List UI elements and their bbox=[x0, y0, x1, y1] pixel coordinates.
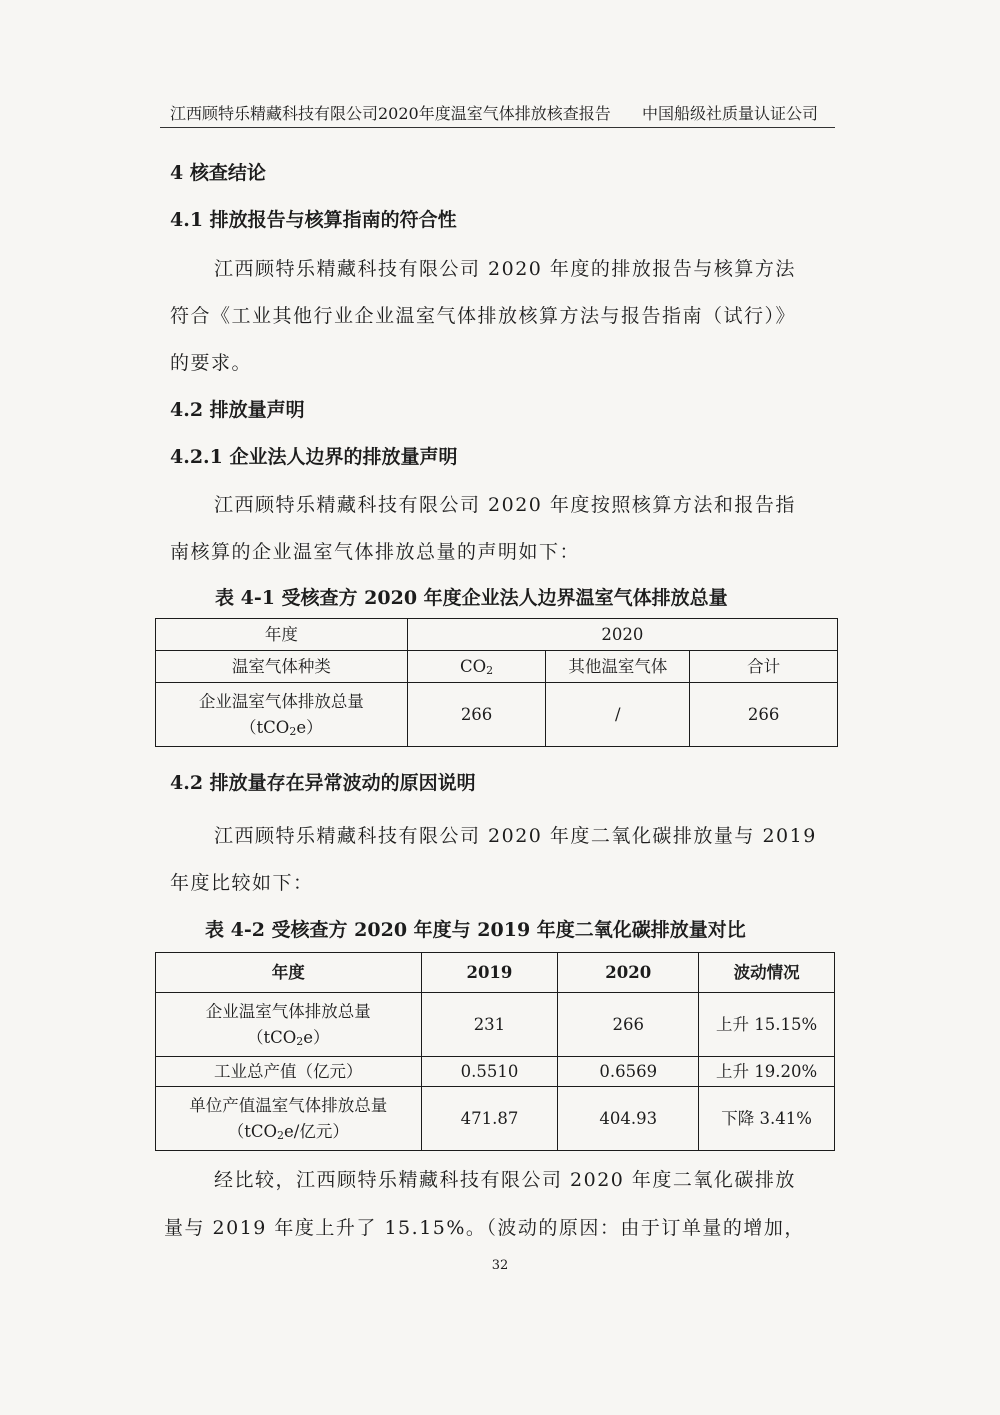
table-4-2 bbox=[155, 952, 835, 1151]
header-report-title: 江西顾特乐精藏科技有限公司2020年度温室气体排放核查报告 bbox=[170, 104, 611, 123]
paragraph-line: 南核算的企业温室气体排放总量的声明如下： bbox=[170, 541, 581, 563]
table-cell: 2020 bbox=[407, 619, 837, 651]
table-row bbox=[156, 1087, 835, 1151]
table-row bbox=[156, 619, 838, 651]
table-cell: 266 bbox=[558, 993, 699, 1057]
co2-text: CO bbox=[459, 656, 487, 676]
section-4-2-1-title: 4.2.1 企业法人边界的排放量声明 bbox=[170, 446, 458, 468]
table-cell: 231 bbox=[421, 993, 558, 1057]
paragraph-line: 的要求。 bbox=[170, 352, 253, 374]
section-4-2-title: 4.2 排放量声明 bbox=[170, 399, 305, 421]
table-cell: 上升 19.20% bbox=[699, 1057, 835, 1087]
table-header-row bbox=[156, 953, 835, 993]
table-cell: 温室气体种类 bbox=[156, 651, 408, 683]
table-4-2-caption: 表 4-2 受核查方 2020 年度与 2019 年度二氧化碳排放量对比 bbox=[205, 919, 746, 941]
paragraph-line: 符合《工业其他行业企业温室气体排放核算方法与报告指南（试行）》 bbox=[170, 305, 797, 327]
cell-line: 企业温室气体排放总量 bbox=[205, 1001, 371, 1021]
table-header-cell: 波动情况 bbox=[699, 953, 835, 993]
table-row bbox=[156, 683, 838, 747]
cell-line: 企业温室气体排放总量 bbox=[198, 691, 364, 711]
section-4-title: 4 核查结论 bbox=[170, 162, 266, 184]
section-4-1-title: 4.1 排放报告与核算指南的符合性 bbox=[170, 209, 457, 231]
page-number: 32 bbox=[491, 1258, 509, 1273]
table-cell: 266 bbox=[690, 683, 838, 747]
table-cell: 0.5510 bbox=[421, 1057, 558, 1087]
table-cell: 其他温室气体 bbox=[546, 651, 690, 683]
unit-text: （tCO bbox=[240, 717, 290, 737]
table-cell: / bbox=[546, 683, 690, 747]
subscript: 2 bbox=[277, 1128, 284, 1142]
table-cell bbox=[156, 683, 408, 747]
paragraph-line: 年度比较如下： bbox=[170, 872, 314, 894]
table-cell: 404.93 bbox=[558, 1087, 699, 1151]
table-cell: 工业总产值（亿元） bbox=[156, 1057, 422, 1087]
table-cell bbox=[156, 993, 422, 1057]
subscript: 2 bbox=[296, 1034, 304, 1048]
unit-text: （tCO bbox=[246, 1027, 297, 1047]
table-cell: 上升 15.15% bbox=[699, 993, 835, 1057]
unit-text: e） bbox=[303, 1027, 330, 1047]
subscript: 2 bbox=[486, 663, 494, 677]
cell-line bbox=[156, 1119, 421, 1145]
table-row bbox=[156, 1057, 835, 1087]
table-cell: 266 bbox=[407, 683, 546, 747]
table-header-cell: 年度 bbox=[156, 953, 422, 993]
table-4-1-caption: 表 4-1 受核查方 2020 年度企业法人边界温室气体排放总量 bbox=[215, 587, 728, 609]
table-cell: 0.6569 bbox=[558, 1057, 699, 1087]
table-cell: 合计 bbox=[690, 651, 838, 683]
paragraph-line: 江西顾特乐精藏科技有限公司 2020 年度的排放报告与核算方法 bbox=[214, 258, 796, 280]
table-row bbox=[156, 651, 838, 683]
table-cell: 471.87 bbox=[421, 1087, 558, 1151]
paragraph-line: 量与 2019 年度上升了 15.15%。（波动的原因：由于订单量的增加， bbox=[164, 1217, 805, 1239]
paragraph-line: 江西顾特乐精藏科技有限公司 2020 年度二氧化碳排放量与 2019 bbox=[214, 825, 817, 847]
unit-text: （tCO bbox=[227, 1121, 277, 1141]
paragraph-line: 江西顾特乐精藏科技有限公司 2020 年度按照核算方法和报告指 bbox=[214, 494, 796, 516]
cell-line bbox=[156, 1025, 421, 1051]
table-4-1 bbox=[155, 618, 838, 747]
cell-line: 单位产值温室气体排放总量 bbox=[189, 1095, 388, 1115]
table-row bbox=[156, 993, 835, 1057]
table-cell: 下降 3.41% bbox=[699, 1087, 835, 1151]
unit-text: e） bbox=[296, 717, 323, 737]
paragraph-line: 经比较，江西顾特乐精藏科技有限公司 2020 年度二氧化碳排放 bbox=[214, 1169, 796, 1191]
header-divider bbox=[160, 127, 835, 128]
cell-line bbox=[156, 715, 407, 741]
table-header-cell: 2020 bbox=[558, 953, 699, 993]
table-header-cell: 2019 bbox=[421, 953, 558, 993]
table-cell bbox=[407, 651, 546, 683]
table-cell: 年度 bbox=[156, 619, 408, 651]
section-4-2-reason-title: 4.2 排放量存在异常波动的原因说明 bbox=[170, 772, 476, 794]
unit-text: e/亿元） bbox=[284, 1121, 349, 1141]
header-organization: 中国船级社质量认证公司 bbox=[642, 104, 819, 123]
subscript: 2 bbox=[289, 724, 297, 738]
table-cell bbox=[156, 1087, 422, 1151]
